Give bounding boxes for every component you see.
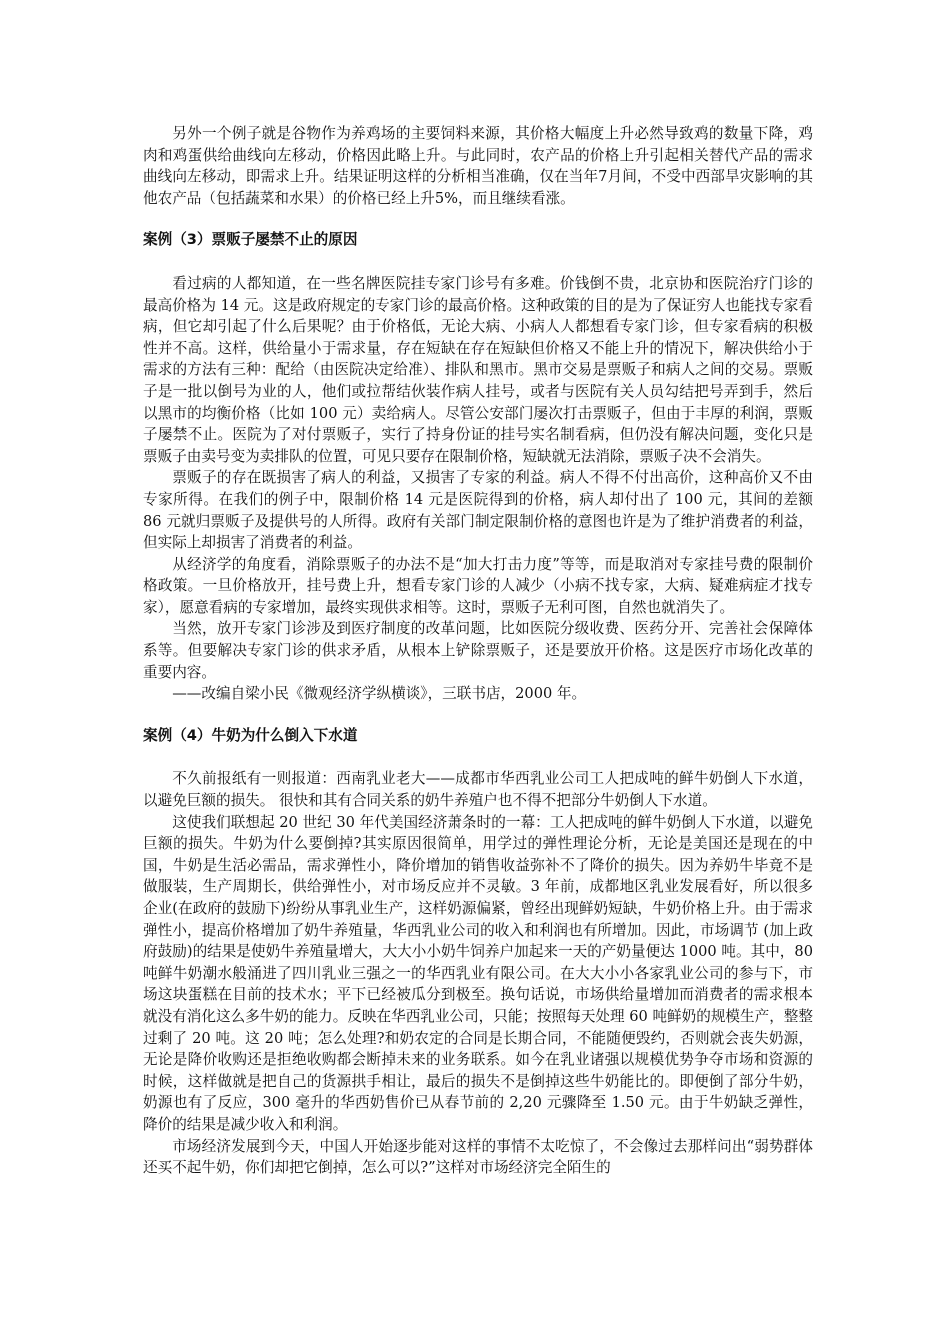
case4-paragraph-1: 不久前报纸有一则报道：西南乳业老大——成都市华西乳业公司工人把成吨的鲜牛奶倒人下水道，以避免巨额的损失。 很快和其有合同关系的奶牛养殖户也不得不把部分牛奶倒人下水道。 xyxy=(143,770,813,810)
case3-paragraph-4: 当然，放开专家门诊涉及到医疗制度的改革问题，比如医院分级收费、医药分开、完善社会保障体系等。但要解决专家门诊的供求矛盾，从根本上铲除票贩子，还是要放开价格。这是医疗市场化改革的重要内容。 xyxy=(143,620,813,681)
case4-heading: 案例（4）牛奶为什么倒入下水道 xyxy=(143,726,358,744)
case3-heading: 案例（3）票贩子屡禁不止的原因 xyxy=(143,231,358,249)
intro-paragraph: 另外一个例子就是谷物作为养鸡场的主要饲料来源，其价格大幅度上升必然导致鸡的数量下降，鸡肉和鸡蛋供给曲线向左移动，价格因此略上升。与此同时，农产品的价格上升引起相关替代产品的需求曲线向左移动，即需求上升。结果证明这样的分析相当准确，仅在当年7月间，不受中西部旱灾影响的其他农产品（包括蔬菜和水果）的价格已经上升5%，而且继续看涨。 xyxy=(143,125,813,207)
case3-paragraph-3: 从经济学的角度看，消除票贩子的办法不是“加大打击力度”等等，而是取消对专家挂号费的限制价格政策。一旦价格放开，挂号费上升，想看专家门诊的人减少（小病不找专家，大病、疑难病症才找专家），愿意看病的专家增加，最终实现供求相等。这时，票贩子无利可图，自然也就消失了。 xyxy=(143,555,813,616)
case4-paragraph-2: 这使我们联想起 20 世纪 30 年代美国经济萧条时的一幕：工人把成吨的鲜牛奶倒人下水道，以避免巨额的损失。牛奶为什么要倒掉?其实原因很简单，用学过的弹性理论分析，无论是美国还是现在的中国，牛奶是生活必需品，需求弹性小，降价增加的销售收益弥补不了降价的损失。因为养奶牛毕竟不是做服装，生产周期长，供给弹性小，对市场反应并不灵敏。3 年前，成都地区乳业发展看好，所以很多企业(在政府的鼓励下)纷纷从事乳业生产，这样奶源偏紧，曾经出现鲜奶短缺，牛奶价格上升。由于需求弹性小，提高价格增加了奶牛养殖量，华西乳业公司的收入和利润也有所增加。因此，市场调节 (加上政府鼓励)的结果是使奶牛养殖量增大，大大小小奶牛饲养户加起来一天的产奶量便达 1000 吨。其中，80 吨鲜牛奶潮水般涌进了四川乳业三强之一的华西乳业有限公司。在大大小小各家乳业公司的参与下，市场这块蛋糕在目前的技术水；平下已经被瓜分到极至。换句话说，市场供给量增加而消费者的需求根本就没有消化这么多牛奶的能力。反映在华西乳业公司，只能；按照每天处理 60 吨鲜奶的规模生产，整整过剩了 20 吨。这 20 吨；怎么处理?和奶农定的合同是长期合同，不能随便毁约，否则就会丧失奶源，无论是降价收购还是拒绝收购都会断掉未来的业务联系。如今在乳业诸强以规模优势争夺市场和资源的时候，这样做就是把自己的货源拱手相让，最后的损失不是倒掉这些牛奶能比的。即便倒了部分牛奶，奶源也有了反应，300 毫升的华西奶售价已从春节前的 2,20 元骤降至 1.50 元。由于牛奶缺乏弹性，降价的结果是减少收入和利润。 xyxy=(143,813,813,1133)
case4-paragraph-3: 市场经济发展到今天，中国人开始逐步能对这样的事情不太吃惊了，不会像过去那样问出“弱势群体还买不起牛奶，你们却把它倒掉，怎么可以?”这样对市场经济完全陌生的 xyxy=(143,1137,813,1177)
case3-citation: ——改编自梁小民《微观经济学纵横谈》，三联书店，2000 年。 xyxy=(172,685,587,703)
case3-paragraph-2: 票贩子的存在既损害了病人的利益，又损害了专家的利益。病人不得不付出高价，这种高价又不由专家所得。在我们的例子中，限制价格 14 元是医院得到的价格，病人却付出了 100 元，其间的差额 86 元就归票贩子及提供号的人所得。政府有关部门制定限制价格的意图也许是为了维护消费者的利益，但实际上却损害了消费者的利益。 xyxy=(143,469,813,552)
document-page xyxy=(143,123,813,1179)
case3-paragraph-1: 看过病的人都知道，在一些名牌医院挂专家门诊号有多难。价钱倒不贵，北京协和医院治疗门诊的最高价格为 14 元。这是政府规定的专家门诊的最高价格。这种政策的目的是为了保证穷人也能找专家看病，但它却引起了什么后果呢？由于价格低，无论大病、小病人人都想看专家门诊，但专家看病的积极性并不高。这样，供给量小于需求量，存在短缺在存在短缺但价格又不能上升的情况下，解决供给小于需求的方法有三种：配给（由医院决定给准）、排队和黑市。黑市交易是票贩子和病人之间的交易。票贩子是一批以倒号为业的人，他们或拉帮结伙装作病人挂号，或者与医院有关人员勾结把号弄到手，然后以黑市的均衡价格（比如 100 元）卖给病人。尽管公安部门屡次打击票贩子，但由于丰厚的利润，票贩子屡禁不止。医院为了对付票贩子，实行了持身份证的挂号实名制看病，但仍没有解决问题，变化只是票贩子由卖号变为卖排队的位置，可见只要存在限制价格，短缺就无法消除，票贩子决不会消失。 xyxy=(143,274,813,465)
